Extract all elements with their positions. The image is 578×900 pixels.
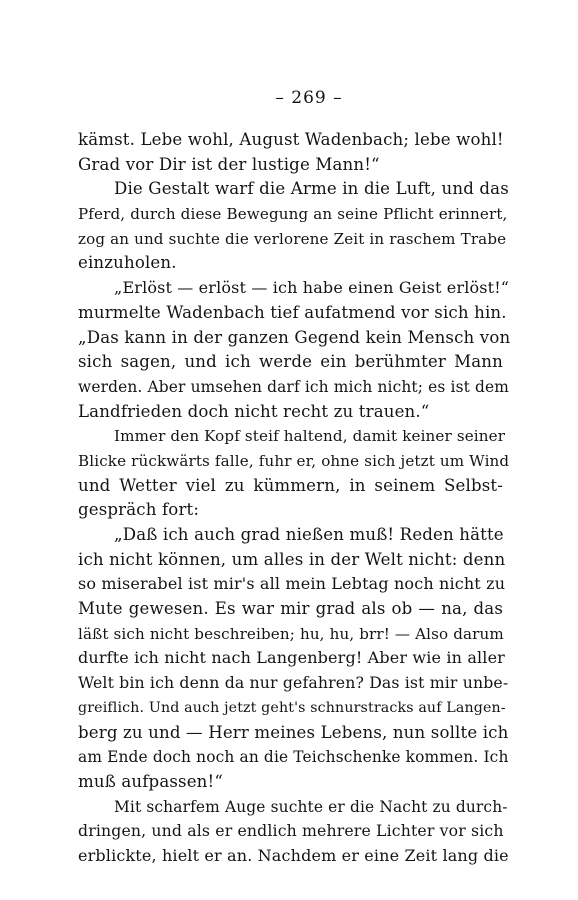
text-line: Die Gestalt warf die Arme in die Luft, und das	[114, 179, 509, 199]
page-number-header: – 269 –	[275, 88, 343, 108]
text-line: erblickte, hielt er an. Nachdem er eine Zeit lang die	[78, 845, 509, 865]
text-line: läßt sich nicht beschreiben; hu, hu, brr! — Also darum	[78, 624, 504, 643]
text-line: muß aufpassen!“	[78, 771, 223, 791]
text-line: Welt bin ich denn da nur gefahren? Das ist mir unbe-	[78, 673, 509, 693]
text-line: Pferd, durch diese Bewegung an seine Pflicht erinnert,	[78, 205, 508, 224]
text-line: am Ende doch noch an die Teichschenke kommen. Ich	[78, 748, 509, 767]
text-line: Mit scharfem Auge suchte er die Nacht zu durch-	[114, 797, 508, 816]
text-line: „Das kann in der ganzen Gegend kein Mensch von	[78, 327, 511, 347]
text-line: Grad vor Dir ist der lustige Mann!“	[78, 154, 380, 174]
text-line: gespräch fort:	[78, 500, 200, 520]
text-line: „Daß ich auch grad nießen muß! Reden hätte	[114, 525, 504, 544]
text-line: murmelte Wadenbach tief aufatmend vor sich hin.	[78, 302, 507, 322]
text-line: Immer den Kopf steif haltend, damit keiner seiner	[114, 427, 506, 446]
text-line: greiflich. Und auch jetzt geht's schnurstracks auf Langen-	[78, 699, 506, 716]
text-line: so miserabel ist mir's all mein Lebtag noch nicht zu	[78, 574, 506, 594]
text-line: berg zu und — Herr meines Lebens, nun sollte ich	[78, 722, 509, 742]
text-line: und Wetter viel zu kümmern, in seinem Selbst-	[78, 475, 503, 495]
text-line: dringen, und als er endlich mehrere Lichter vor sich	[78, 821, 504, 841]
text-line: werden. Aber umsehen darf ich mich nicht; es ist dem	[78, 377, 509, 396]
text-line: einzuholen.	[78, 253, 177, 273]
body-text	[78, 128, 511, 869]
text-line: zog an und suchte die verlorene Zeit in raschem Trabe	[78, 229, 507, 248]
text-line: ich nicht können, um alles in der Welt nicht: denn	[78, 549, 506, 569]
text-line: Mute gewesen. Es war mir grad als ob — na, das	[78, 599, 503, 619]
text-line: durfte ich nicht nach Langenberg! Aber wie in aller	[78, 648, 505, 668]
text-line: sich sagen, und ich werde ein berühmter Mann	[78, 352, 503, 372]
text-line: kämst. Lebe wohl, August Wadenbach; lebe wohl!	[78, 130, 504, 149]
text-line: Blicke rückwärts falle, fuhr er, ohne sich jetzt um Wind	[78, 451, 510, 470]
text-line: Landfrieden doch nicht recht zu trauen.“	[78, 401, 430, 421]
text-line: „Erlöst — erlöst — ich habe einen Geist erlöst!“	[114, 278, 510, 298]
